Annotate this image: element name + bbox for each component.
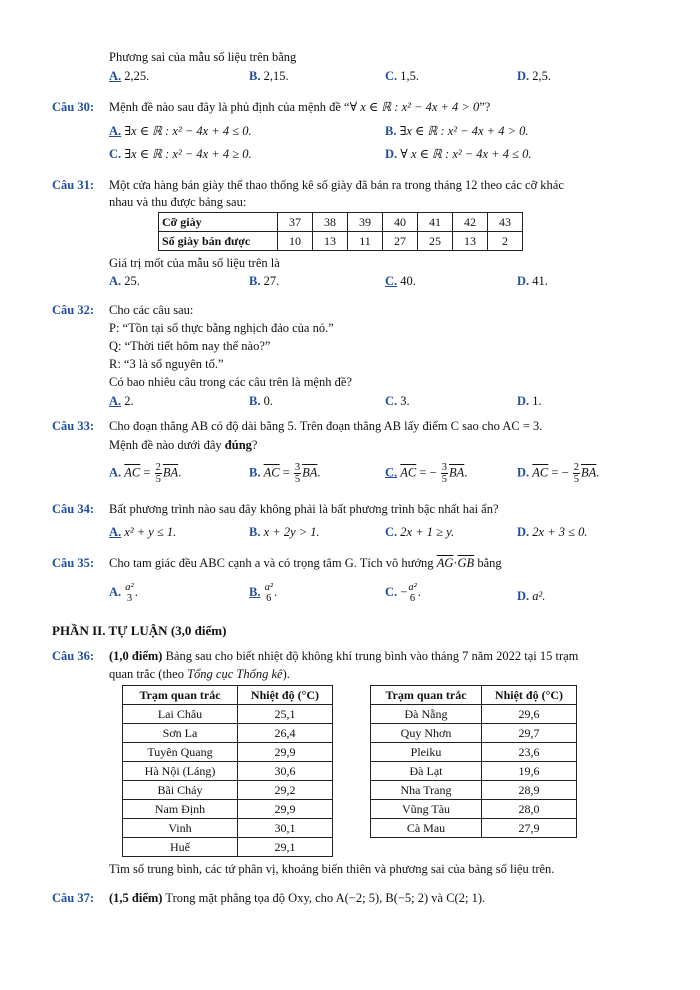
table-cell-station: Sơn La (123, 724, 238, 743)
table-cell-station: Hà Nội (Láng) (123, 762, 238, 781)
column-header-station: Trạm quan trắc (371, 686, 482, 705)
option-d[interactable]: D. 2x + 3 ≤ 0. (517, 525, 588, 539)
temperature-table-right (370, 685, 577, 838)
q31-after: Giá trị mốt của mẫu số liệu trên là (109, 256, 280, 270)
table-row (159, 213, 523, 232)
question-stem: Một cửa hàng bán giày thể thao thống kê số giày đã bán ra trong tháng 12 theo các cỡ khác (109, 178, 564, 192)
temperature-table-left (122, 685, 333, 857)
table-cell-temp: 30,6 (238, 762, 333, 781)
option-a[interactable]: A. 2. (109, 394, 134, 408)
top-stem: Phương sai của mẫu số liệu trên bằng (109, 50, 297, 64)
table-cell: 38 (313, 213, 348, 232)
table-row (123, 838, 333, 857)
column-header-station: Trạm quan trắc (123, 686, 238, 705)
table-cell: 27 (383, 232, 418, 251)
q30-options-row1 (109, 123, 700, 141)
option-c[interactable]: C. 1,5. (385, 69, 420, 83)
table-cell-station: Vinh (123, 819, 238, 838)
table-cell-temp: 23,6 (482, 743, 577, 762)
option-c[interactable]: C. $\overline{AC}$ = − $\frac{3}{5}$ $\overline{BA}$. (385, 462, 468, 486)
option-b[interactable]: B. 0. (249, 394, 273, 408)
q36-stem-line2: quan trắc (theo Tổng cục Thống kê). (109, 667, 290, 681)
table-header-cell: Cỡ giày (159, 213, 278, 232)
table-header-row (123, 686, 333, 705)
table-row (123, 819, 333, 838)
section-heading: PHẦN II. TỰ LUẬN (3,0 điểm) (52, 623, 227, 638)
q30-options-row2 (109, 146, 700, 164)
table-cell-temp: 27,9 (482, 819, 577, 838)
table-cell-temp: 29,1 (238, 838, 333, 857)
option-d[interactable]: D. 1. (517, 394, 542, 408)
table-cell-station: Lai Châu (123, 705, 238, 724)
question-36 (52, 648, 660, 665)
table-row (371, 705, 577, 724)
option-c[interactable]: C. ∃x ∈ ℝ : x² − 4x + 4 ≥ 0. (109, 147, 252, 161)
table-cell-station: Pleiku (371, 743, 482, 762)
question-stem: (1,5 điểm) Trong mặt phẳng tọa độ Oxy, cho A(−2; 5), B(−5; 2) và C(2; 1). (109, 891, 486, 905)
option-c[interactable]: C. − a² 6 . (385, 582, 421, 605)
table-cell: 2 (488, 232, 523, 251)
q36-ask: Tìm số trung bình, các tứ phân vị, khoảng biến thiên và phương sai của bảng số liệu trên. (109, 862, 555, 876)
option-b[interactable]: B. $\overline{AC}$ = $\frac{3}{5}$ $\overline{BA}$. (249, 462, 321, 486)
question-32 (52, 302, 660, 319)
option-a[interactable]: A. 2,25. (109, 69, 150, 83)
option-a[interactable]: A. $\overline{AC}$ = $\frac{2}{5}$ $\overline{BA}$. (109, 462, 182, 486)
table-cell-station: Vũng Tàu (371, 800, 482, 819)
table-row (371, 743, 577, 762)
statement-p: P: “Tồn tại số thực bằng nghịch đảo của nó.” (109, 321, 334, 335)
option-b[interactable]: B. a² 6 . (249, 582, 278, 605)
table-cell: 11 (348, 232, 383, 251)
table-cell-station: Quy Nhơn (371, 724, 482, 743)
option-a[interactable]: A. ∃x ∈ ℝ : x² − 4x + 4 ≤ 0. (109, 124, 252, 138)
option-b[interactable]: B. 2,15. (249, 69, 289, 83)
table-cell-temp: 25,1 (238, 705, 333, 724)
q32-ask: Có bao nhiêu câu trong các câu trên là mệnh đề? (109, 375, 352, 389)
q32-options (109, 393, 700, 411)
option-c[interactable]: C. 40. (385, 274, 416, 288)
q35-options (109, 582, 700, 610)
question-stem: Mệnh đề nào sau đây là phủ định của mệnh đề “∀ x ∈ ℝ : x² − 4x + 4 > 0”? (109, 100, 491, 114)
table-row (123, 705, 333, 724)
question-35 (52, 555, 660, 572)
table-cell: 10 (278, 232, 313, 251)
question-label: Câu 30: (52, 100, 95, 114)
table-cell-temp: 29,9 (238, 743, 333, 762)
statement-r: R: “3 là số nguyên tố.” (109, 357, 224, 371)
option-c[interactable]: C. 2x + 1 ≥ y. (385, 525, 455, 539)
top-options (109, 68, 700, 86)
question-34 (52, 501, 660, 518)
column-header-temp: Nhiệt độ (°C) (238, 686, 333, 705)
table-cell-temp: 29,6 (482, 705, 577, 724)
q31-options (109, 273, 700, 291)
table-cell-station: Cà Mau (371, 819, 482, 838)
table-cell-station: Nam Định (123, 800, 238, 819)
statement-q: Q: “Thời tiết hôm nay thế nào?” (109, 339, 271, 353)
option-d[interactable]: D. 2,5. (517, 69, 552, 83)
question-stem: Cho tam giác đều ABC cạnh a và có trọng tâm G. Tích vô hướng $\overline{AG}\cdot\overline{GB}$ bằng (109, 556, 502, 570)
table-cell: 13 (313, 232, 348, 251)
table-header-cell: Số giày bán được (159, 232, 278, 251)
table-cell: 41 (418, 213, 453, 232)
option-c[interactable]: C. 3. (385, 394, 410, 408)
table-cell-temp: 26,4 (238, 724, 333, 743)
table-cell-temp: 29,9 (238, 800, 333, 819)
question-37 (52, 890, 660, 907)
question-stem: (1,0 điểm) Bảng sau cho biết nhiệt độ không khí trung bình vào tháng 7 năm 2022 tại 15 trạm (109, 649, 579, 663)
option-a[interactable]: A. a² 3 . (109, 582, 138, 605)
question-stem: Bất phương trình nào sau đây không phải là bất phương trình bậc nhất hai ẩn? (109, 502, 499, 516)
table-cell-station: Đà Lạt (371, 762, 482, 781)
table-cell: 40 (383, 213, 418, 232)
table-header-row (371, 686, 577, 705)
question-stem: Cho các câu sau: (109, 303, 194, 317)
question-31 (52, 177, 660, 194)
table-cell: 13 (453, 232, 488, 251)
table-row (371, 800, 577, 819)
question-33 (52, 418, 660, 435)
question-label: Câu 35: (52, 556, 95, 570)
table-cell: 42 (453, 213, 488, 232)
q33-stem-line2: Mệnh đề nào dưới đây đúng? (109, 438, 258, 452)
option-d[interactable]: D. 41. (517, 274, 548, 288)
table-cell-station: Tuyên Quang (123, 743, 238, 762)
table-cell-temp: 28,0 (482, 800, 577, 819)
table-cell-temp: 29,2 (238, 781, 333, 800)
table-row (159, 232, 523, 251)
option-b[interactable]: B. 27. (249, 274, 280, 288)
table-row (123, 800, 333, 819)
table-cell-temp: 29,7 (482, 724, 577, 743)
table-row (371, 724, 577, 743)
question-label: Câu 37: (52, 891, 95, 905)
question-30 (52, 99, 660, 116)
table-cell: 37 (278, 213, 313, 232)
table-row (123, 724, 333, 743)
q33-options (109, 462, 700, 488)
shoe-size-table (158, 212, 523, 251)
table-row (123, 781, 333, 800)
option-b[interactable]: B. ∃x ∈ ℝ : x² − 4x + 4 > 0. (385, 124, 529, 138)
table-row (371, 819, 577, 838)
option-a[interactable]: A. x² + y ≤ 1. (109, 525, 177, 539)
option-a[interactable]: A. 25. (109, 274, 140, 288)
table-cell: 39 (348, 213, 383, 232)
q34-options (109, 524, 700, 542)
table-row (123, 762, 333, 781)
table-row (371, 781, 577, 800)
option-d[interactable]: D. a². (517, 589, 546, 603)
q31-stem-line2: nhau và thu được bảng sau: (109, 195, 247, 209)
option-d[interactable]: D. ∀ x ∈ ℝ : x² − 4x + 4 ≤ 0. (385, 147, 532, 161)
question-label: Câu 36: (52, 649, 95, 663)
table-cell-temp: 19,6 (482, 762, 577, 781)
question-label: Câu 32: (52, 303, 95, 317)
table-cell-temp: 28,9 (482, 781, 577, 800)
column-header-temp: Nhiệt độ (°C) (482, 686, 577, 705)
table-cell: 25 (418, 232, 453, 251)
option-d[interactable]: D. $\overline{AC}$ = − $\frac{2}{5}$ $\overline{BA}$. (517, 462, 600, 486)
table-cell-station: Huế (123, 838, 238, 857)
table-row (123, 743, 333, 762)
option-b[interactable]: B. x + 2y > 1. (249, 525, 320, 539)
question-label: Câu 31: (52, 178, 95, 192)
table-cell-station: Đà Nẵng (371, 705, 482, 724)
table-cell: 43 (488, 213, 523, 232)
question-label: Câu 33: (52, 419, 95, 433)
table-cell-station: Nha Trang (371, 781, 482, 800)
table-cell-station: Bãi Cháy (123, 781, 238, 800)
table-cell-temp: 30,1 (238, 819, 333, 838)
table-row (371, 762, 577, 781)
question-stem: Cho đoạn thẳng AB có độ dài bằng 5. Trên đoạn thẳng AB lấy điểm C sao cho AC = 3. (109, 419, 543, 433)
question-label: Câu 34: (52, 502, 95, 516)
